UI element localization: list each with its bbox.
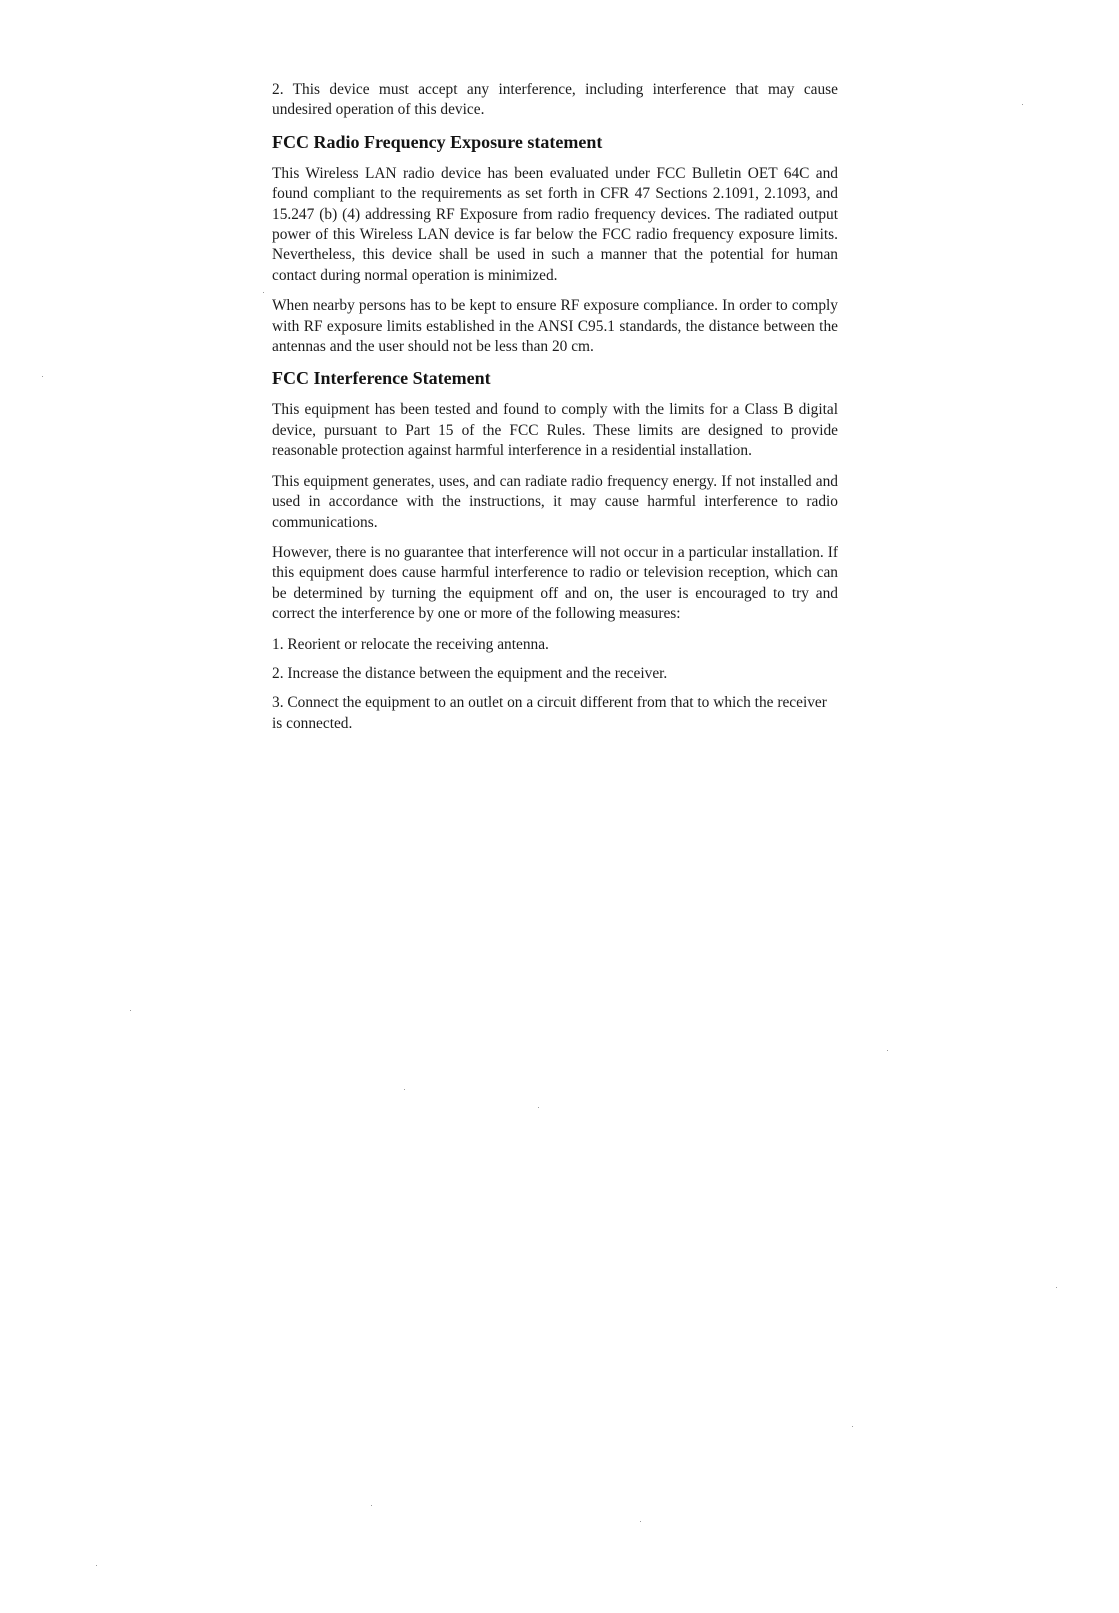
scan-speck (887, 1050, 888, 1051)
document-body (272, 80, 838, 743)
scan-speck (263, 292, 264, 293)
scan-speck (1022, 104, 1023, 105)
rf-exposure-distance-paragraph: When nearby persons has to be kept to ensure RF exposure compliance. In order to comply with RF exposure limits established in the ANSI C95.1 standards, the distance between the antennas and the user should not be less than 20 cm. (272, 297, 838, 356)
measure-item: 3. Connect the equipment to an outlet on a circuit different from that to which the receiver is connected. (272, 694, 827, 732)
interference-radiate-paragraph: This equipment generates, uses, and can radiate radio frequency energy. If not installed and used in accordance with the instructions, it may cause harmful interference to radio communications. (272, 472, 838, 531)
interference-class-b-paragraph: This equipment has been tested and found to comply with the limits for a Class B digital device, pursuant to Part 15 of the FCC Rules. These limits are designed to provide reasonable protection against harmful interference in a residential installation. (272, 401, 838, 460)
scan-speck (130, 1010, 131, 1011)
intro-list-item: 2. This device must accept any interference, including interference that may cause undesired operation of this device. (272, 81, 838, 119)
scan-speck (1056, 1287, 1057, 1288)
interference-heading: FCC Interference Statement (272, 368, 491, 389)
scan-speck (42, 376, 43, 377)
scan-speck (371, 1505, 372, 1506)
measure-item: 2. Increase the distance between the equipment and the receiver. (272, 664, 668, 682)
scan-speck (404, 1089, 405, 1090)
rf-exposure-paragraph: This Wireless LAN radio device has been evaluated under FCC Bulletin OET 64C and found compliant to the requirements as set forth in CFR 47 Sections 2.1091, 2.1093, and 15.247 (b) (4) addressing RF Exposure from radio frequency devices. The radiated output power of this Wireless LAN device is far below the FCC radio frequency exposure limits. Nevertheless, this device shall be used in such a manner that the potential for human contact during normal operation is minimized. (272, 164, 838, 284)
scan-speck (538, 1107, 539, 1108)
interference-guarantee-paragraph: However, there is no guarantee that interference will not occur in a particular installation. If this equipment does cause harmful interference to radio or television reception, which can be determined by turning the equipment off and on, the user is encouraged to try and correct the interference by one or more of the following measures: (272, 543, 838, 623)
measure-item: 1. Reorient or relocate the receiving antenna. (272, 635, 549, 653)
scan-speck (640, 1521, 641, 1522)
scan-speck (852, 1426, 853, 1427)
scan-speck (96, 1565, 97, 1566)
rf-exposure-heading: FCC Radio Frequency Exposure statement (272, 131, 603, 152)
